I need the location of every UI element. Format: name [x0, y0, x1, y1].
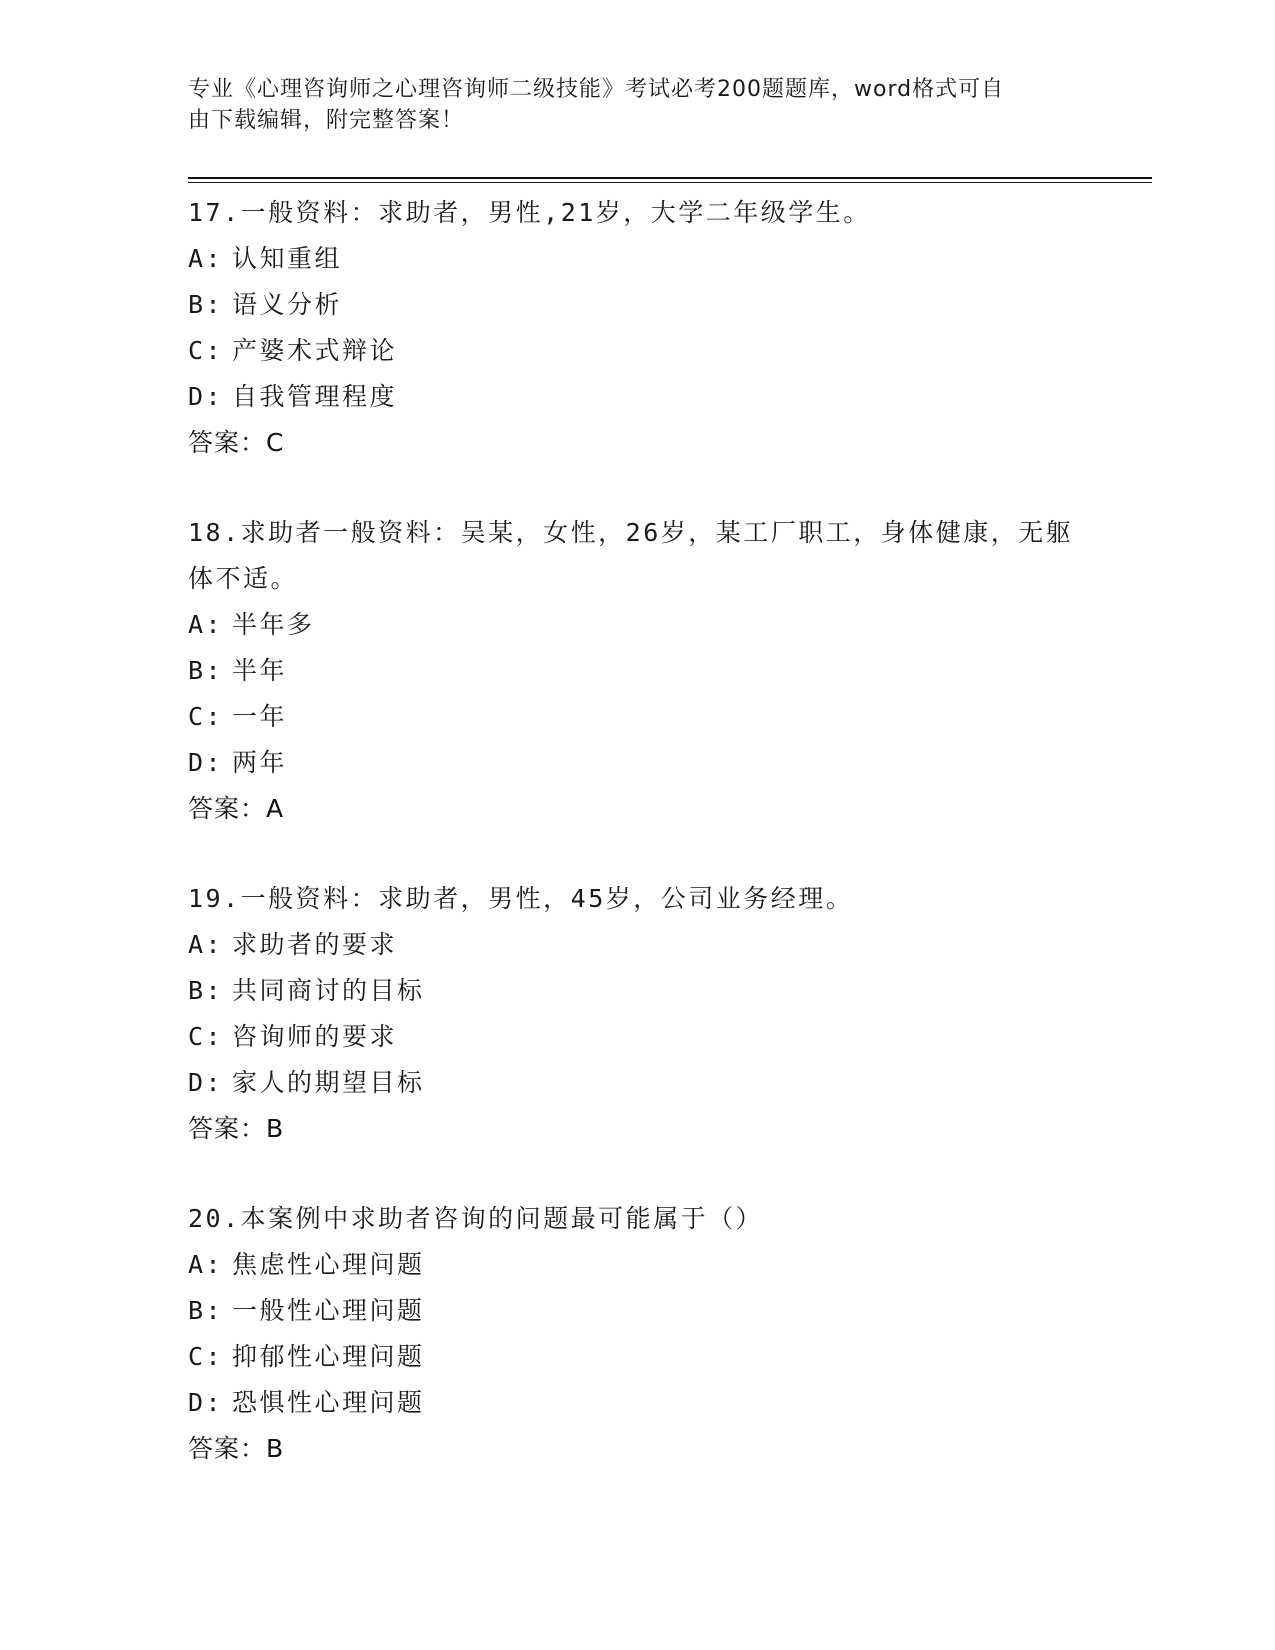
- option-text: 共同商讨的目标: [232, 976, 425, 1005]
- option-key: D:: [188, 382, 224, 411]
- option-text: 家人的期望目标: [232, 1068, 425, 1097]
- option-a: [188, 922, 1088, 968]
- option-text: 恐惧性心理问题: [232, 1388, 425, 1417]
- option-text: 求助者的要求: [232, 930, 398, 959]
- option-c: [188, 694, 1088, 740]
- option-key: B:: [188, 290, 224, 319]
- option-text: 咨询师的要求: [232, 1022, 398, 1051]
- option-key: C:: [188, 336, 224, 365]
- option-text: 一般性心理问题: [232, 1296, 425, 1325]
- option-b: [188, 1288, 1088, 1334]
- answer-line: 答案：B: [188, 1114, 285, 1143]
- option-text: 半年: [232, 656, 288, 685]
- header-divider-thick: [188, 177, 1152, 179]
- option-text: 语义分析: [232, 290, 343, 319]
- option-key: B:: [188, 656, 224, 685]
- document-header: [188, 74, 1078, 136]
- option-key: A:: [188, 1250, 224, 1279]
- question-20: [188, 1196, 1088, 1472]
- header-divider-thin: [188, 182, 1152, 183]
- option-text: 产婆术式辩论: [232, 336, 398, 365]
- option-a: [188, 236, 1088, 282]
- option-key: A:: [188, 610, 224, 639]
- question-stem: 17.一般资料：求助者，男性,21岁，大学二年级学生。: [188, 198, 871, 227]
- option-key: D:: [188, 1388, 224, 1417]
- question-stem: 19.一般资料：求助者，男性，45岁，公司业务经理。: [188, 884, 854, 913]
- option-c: [188, 328, 1088, 374]
- option-d: [188, 740, 1088, 786]
- option-key: A:: [188, 930, 224, 959]
- header-line-1: 专业《心理咨询师之心理咨询师二级技能》考试必考200题题库，word格式可自: [188, 77, 1005, 102]
- option-text: 半年多: [232, 610, 315, 639]
- question-18: [188, 510, 1088, 832]
- answer-line: 答案：C: [188, 428, 285, 457]
- question-stem: 20.本案例中求助者咨询的问题最可能属于（）: [188, 1204, 764, 1233]
- option-d: [188, 1380, 1088, 1426]
- option-c: [188, 1014, 1088, 1060]
- answer-line: 答案：B: [188, 1434, 285, 1463]
- option-text: 焦虑性心理问题: [232, 1250, 425, 1279]
- option-key: C:: [188, 702, 224, 731]
- option-text: 认知重组: [232, 244, 343, 273]
- question-stem: 18.求助者一般资料：吴某，女性，26岁，某工厂职工，身体健康，无躯体不适。: [188, 518, 1074, 593]
- option-text: 两年: [232, 748, 288, 777]
- option-key: B:: [188, 1296, 224, 1325]
- question-17: [188, 190, 1088, 466]
- header-line-2: 由下载编辑，附完整答案！: [188, 108, 465, 133]
- question-list: [188, 190, 1088, 1516]
- option-key: A:: [188, 244, 224, 273]
- option-b: [188, 648, 1088, 694]
- option-a: [188, 1242, 1088, 1288]
- option-key: C:: [188, 1342, 224, 1371]
- answer-line: 答案：A: [188, 794, 285, 823]
- option-d: [188, 1060, 1088, 1106]
- question-19: [188, 876, 1088, 1152]
- option-c: [188, 1334, 1088, 1380]
- option-key: C:: [188, 1022, 224, 1051]
- option-d: [188, 374, 1088, 420]
- option-key: D:: [188, 748, 224, 777]
- option-text: 自我管理程度: [232, 382, 398, 411]
- option-key: B:: [188, 976, 224, 1005]
- option-b: [188, 282, 1088, 328]
- option-a: [188, 602, 1088, 648]
- option-text: 抑郁性心理问题: [232, 1342, 425, 1371]
- option-b: [188, 968, 1088, 1014]
- option-text: 一年: [232, 702, 288, 731]
- option-key: D:: [188, 1068, 224, 1097]
